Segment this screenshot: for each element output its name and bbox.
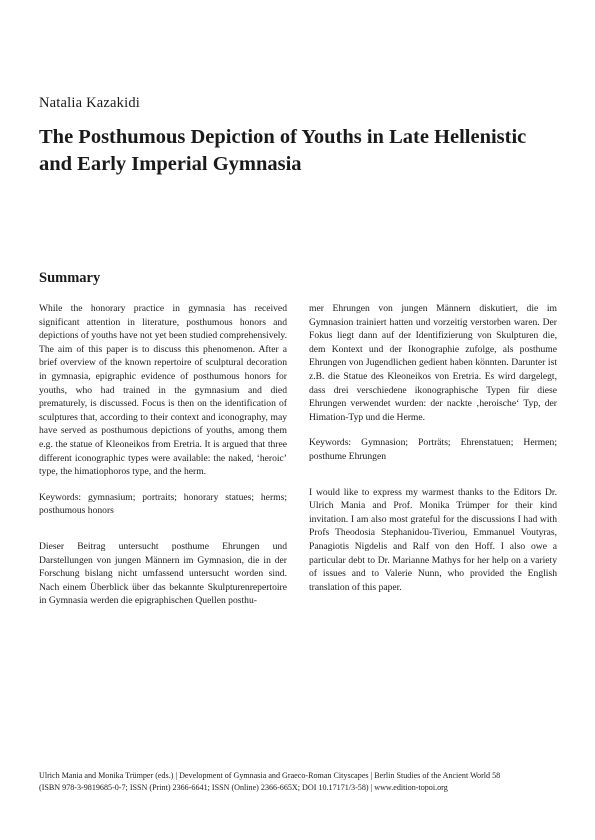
keywords-german: Keywords: Gymnasion; Porträts; Ehrenstatuen; Hermen; posthume Ehrungen — [309, 437, 557, 462]
abstract-german-continued: mer Ehrungen von jungen Männern diskutiert, die im Gymnasion trainiert hatten und vorzeitig verstorben waren. Der Fokus liegt dann auf der Identifizierung von Skulpturen die, dem Kontext und der Ikonographie zufolge, als posthume Ehrungen von Jugendlichen gedient haben könnten. Darunter ist z.B. die Statue des Kleoneikos von Eretria. Es wird dargelegt, dass drei verschiedene ikonographische Typen für diese Ehrungen verwendet wurden: der nackte ‚heroische‘ Typ, der Himation-Typ und die Herme. — [309, 303, 557, 423]
abstract-english: While the honorary practice in gymnasia has received significant attention in literature, posthumous honors and depictions of youths have not yet been studied comprehensively. The aim of this paper is to discuss this phenomenon. After a brief overview of the known repertoire of sculptural decoration in gymnasia, epigraphic evidence of posthumous honors for youths, who had trained in the gymnasium and died prematurely, is discussed. Focus is then on the identification of sculptures that, according to their context and iconography, may have served as posthumous depictions of youths, among them e.g. the statue of Kleoneikos from Eretria. It is argued that three different iconographic types were available: the naked, ‘heroic’ type, the himatiophoros type, and the herm. — [39, 303, 287, 478]
summary-heading: Summary — [39, 270, 101, 286]
right-column — [309, 302, 557, 594]
footer-citation: Ulrich Mania and Monika Trümper (eds.) | Development of Gymnasia and Graeco-Roman Cityscapes | Berlin Studies of the Ancient World 58 — [39, 771, 501, 780]
article-title: The Posthumous Depiction of Youths in Late Hellenistic and Early Imperial Gymnasia — [39, 126, 527, 175]
page-footer — [39, 770, 559, 794]
abstract-german-start: Dieser Beitrag untersucht posthume Ehrungen und Darstellungen von jungen Männern im Gymnasion, die in der Forschung bislang nicht umfassend untersucht worden sind. Nach einem Überblick über das bekannte Skulpturenrepertoire in Gymnasia werden die epigraphischen Quellen posthu- — [39, 540, 287, 607]
author-name: Natalia Kazakidi — [39, 95, 141, 111]
keywords-english: Keywords: gymnasium; portraits; honorary statues; herms; posthumous honors — [39, 491, 287, 517]
footer-identifiers: (ISBN 978-3-9819685-0-7; ISSN (Print) 2366-6641; ISSN (Online) 2366-665X; DOI 10.17171/3-58) | www.edition-topoi.org — [39, 783, 448, 792]
acknowledgments: I would like to express my warmest thanks to the Editors Dr. Ulrich Mania and Prof. Monika Trümper for their kind invitation. I am also most grateful for the discussions I had with Profs Theodosia Stephanidou-Tiveriou, Emmanuel Voutyras, Panagiotis Nigdelis and Ralf von den Hoff. I also owe a particular debt to Dr. Marianne Mathys for her help on a variety of issues and to Valerie Nunn, who provided the English translation of this paper. — [309, 486, 557, 593]
left-column — [39, 302, 287, 608]
